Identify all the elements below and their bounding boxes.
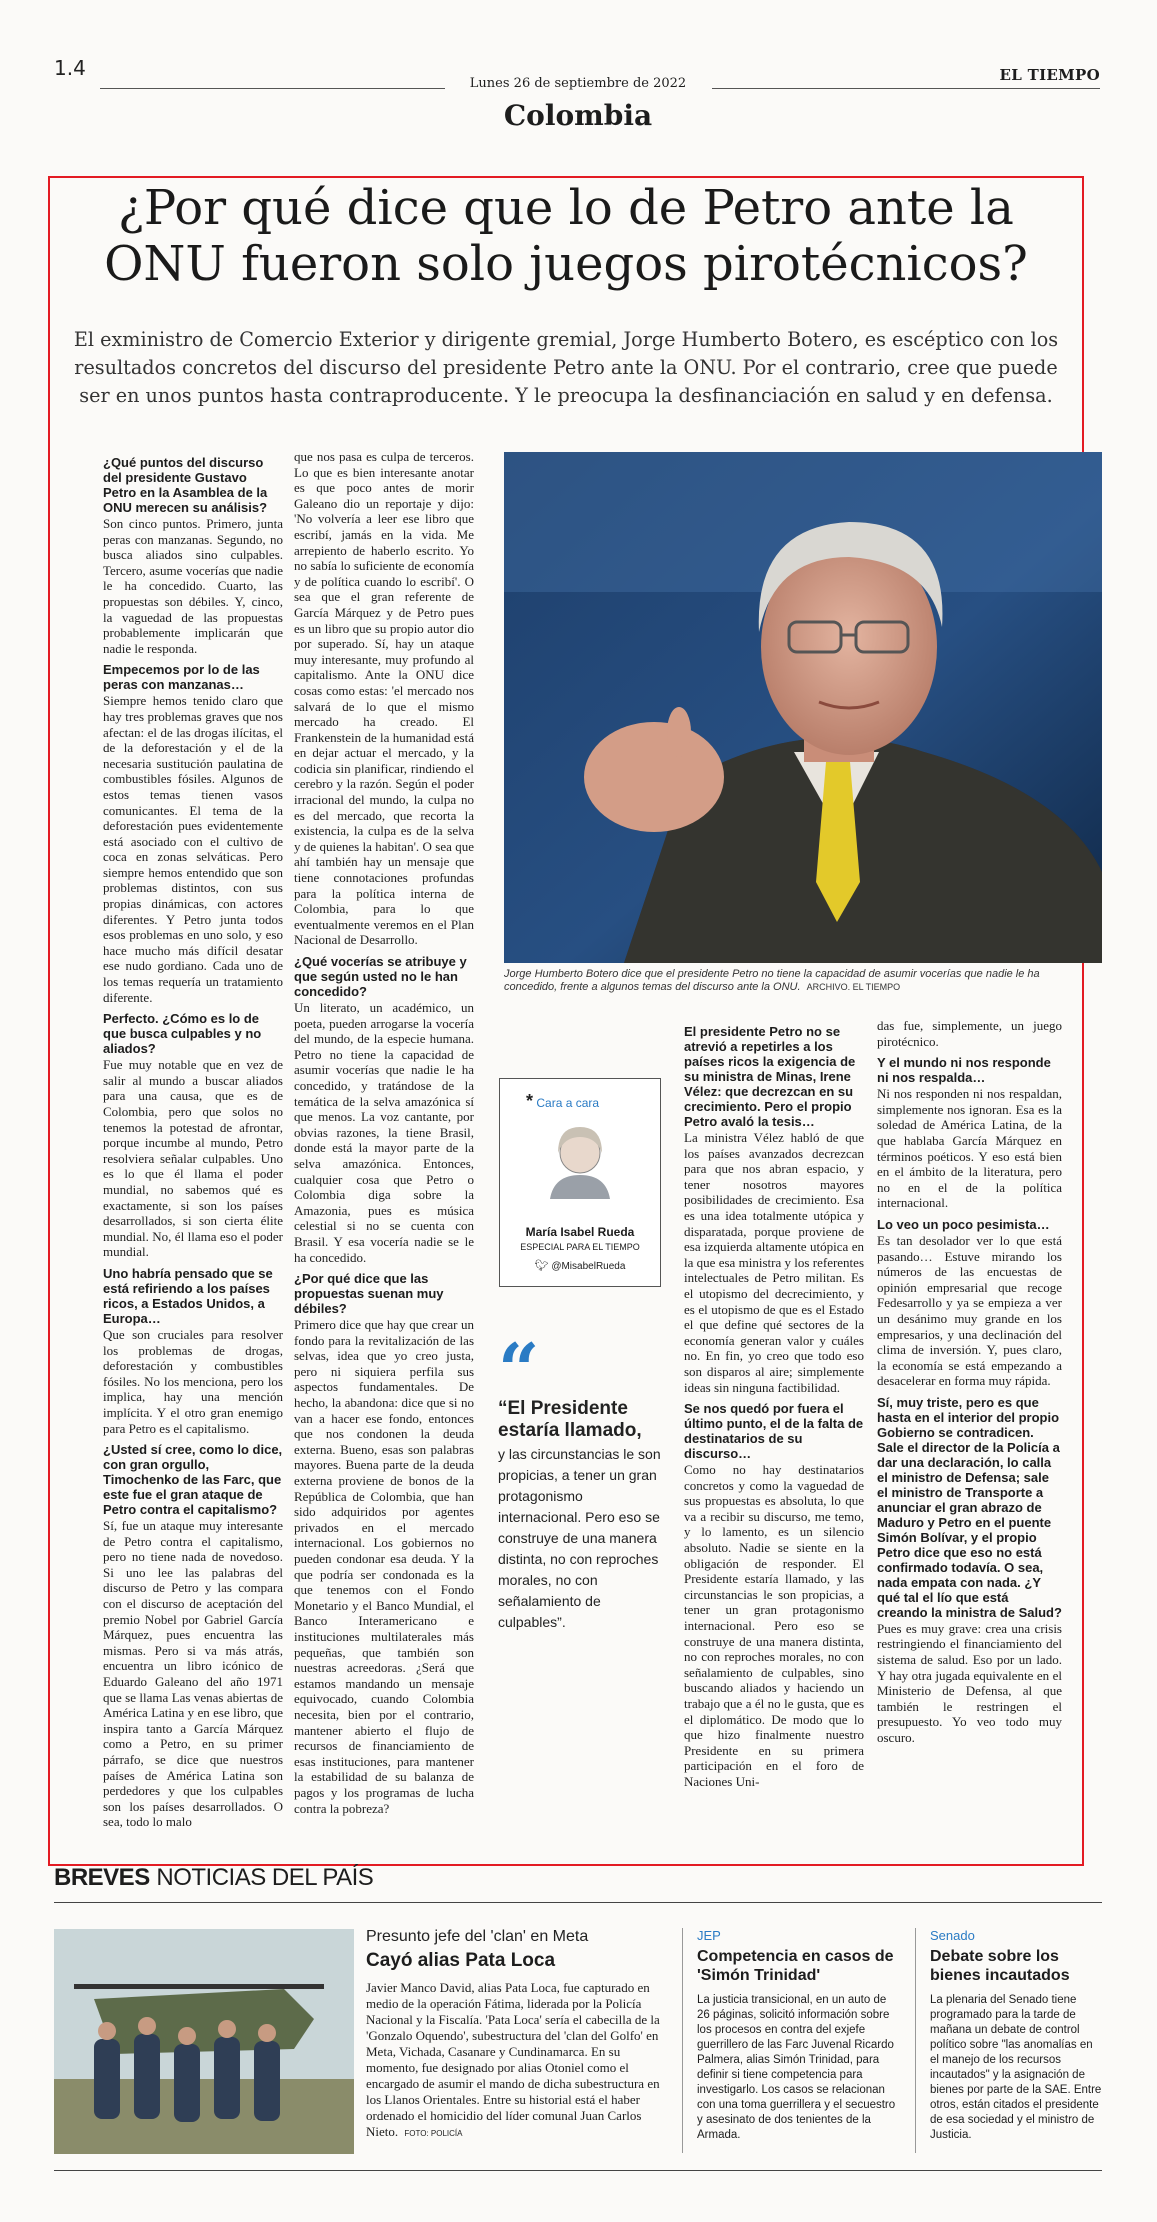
photo-credit: ARCHIVO. EL TIEMPO — [806, 982, 901, 992]
breves-rule — [54, 1902, 1102, 1903]
author-tag-label: Cara a cara — [536, 1096, 600, 1110]
twitter-icon: 🐦︎ — [534, 1260, 549, 1272]
answer-6: Un literato, un académico, un poeta, pueden arrogarse la vocería del mundo, de la especie humana. Petro no tiene la capacidad de asumir vocerías que nadie le ha concedido, y tratándose de la temática de la selva amazónica sí que menos. La voz cantante, por obvias razones, la tiene Brasil, donde está la mayor parte de la selva amazónica. Entonces, cualquier cosa que Petro o Colombia diga sobre la Amazonia, pues es música celestial si no se cuenta con Brasil. Y esa vocería nadie se le ha concedido. — [294, 1000, 474, 1265]
breve-3-kicker: Senado — [930, 1928, 975, 1943]
question-3: Perfecto. ¿Cómo es lo de que busca culpables y no aliados? — [103, 1011, 262, 1057]
lead-paragraph — [60, 326, 1072, 410]
page-number: 1.4 — [54, 56, 86, 80]
pull-quote-body: y las circunstancias le son propicias, a tener un gran protagonismo internacional. Pero eso se construye de una manera distinta, no con reproches morales, no con señalamiento de culpables”. — [498, 1446, 661, 1630]
quote-marks-icon: “ — [498, 1327, 540, 1412]
article-column-1 — [103, 449, 283, 1835]
headline-line-2: ONU fueron solo juegos pirotécnicos? — [104, 236, 1028, 292]
answer-10: Ni nos responden ni nos respaldan, simplemente nos ignoran. Esa es la soledad de América Latina, de la que hablaba García Márquez en términos poéticos. Y eso está bien en el ámbito de la literatura, pero no en el de la política internacional. — [877, 1086, 1062, 1211]
article-photo — [504, 452, 1102, 963]
breve-2-body: La justicia transicional, en un auto de 26 páginas, solicitó información sobre los procesos en contra del exjefe guerrillero de las Farc Juvenal Ricardo Palmera, alias Simón Trinidad, para definir si tiene competencia para investigarlo. Los casos se relacionan con una toma guerrillera y el secuestro y asesinato de dos tenientes de la Armada. — [697, 1994, 896, 2141]
breve-1-credit: FOTO: POLICÍA — [404, 2129, 463, 2138]
author-handle — [500, 1259, 660, 1272]
answer-2: Siempre hemos tenido claro que hay tres problemas graves que nos afectan: el de las drogas ilícitas, el de la deforestación y el de la necesaria sustitución paulatina de combustibles fósiles. Algunos de estos temas tienen vasos comunicantes. El tema de la deforestación pues evidentemente está asociado con el cultivo de coca en zonas selváticas. Pero siempre hemos entendido que son problemas distintos, con sus propias dinámicas, con actores diferentes. Y Petro junta todos esos problemas en uno solo, y eso hace mucho más difícil desatar ese nudo gordiano. Cada uno de los temas requería un tratamiento diferente. — [103, 693, 283, 1005]
answer-5: Sí, fue un ataque muy interesante de Petro contra el capitalismo, pero no tiene nada de novedoso. Si uno lee las palabras del discurso de Petro y las compara con el discurso de aceptación del premio Nobel por Gabriel García Márquez, pues encuentra las mismas. Pero si va más atrás, encuentra un libro icónico de Eduardo Galeano del año 1971 que se llama Las venas abiertas de América Latina y en ese libro, que inspira tanto a García Márquez como a Petro, en su primer párrafo, se dice que nuestros países de América Latina son perdedores y que los culpables son los países desarrollados. O sea, todo lo malo — [103, 1518, 283, 1830]
question-10: Y el mundo ni nos responde ni nos respalda… — [877, 1055, 1051, 1086]
issue-date: Lunes 26 de septiembre de 2022 — [469, 76, 687, 91]
question-2: Empecemos por lo de las peras con manzanas… — [103, 662, 260, 693]
section-title: Colombia — [503, 99, 653, 132]
author-role: ESPECIAL PARA EL TIEMPO — [520, 1242, 640, 1252]
article-column-2 — [294, 449, 474, 1835]
question-12: Sí, muy triste, pero es que hasta en el interior del propio Gobierno se contradicen. Sale el director de la Policía a dar una declaración, lo calla el ministro de Defensa; sale el ministro de Transporte a anunciar el gran abrazo de Maduro y Petro en el puente Simón Bolívar, y el propio Petro dice que eso no está confirmado todavía. O sea, nada empata con nada. ¿Y qué tal el lío que está creando la ministra de Salud? — [877, 1394, 1062, 1620]
question-8: El presidente Petro no se atrevió a repetirles a los países ricos la exigencia de su ministra de Minas, Irene Vélez: que decrezcan en su crecimiento. Pero el propio Petro avaló la tesis… — [684, 1024, 856, 1129]
asterisk-icon: * — [526, 1091, 534, 1111]
pull-quote — [498, 1398, 668, 1633]
breves-header — [54, 1864, 373, 1892]
answer-8: La ministra Vélez habló de que los países avanzados decrezcan para que nos abran espacio, y tener nosotros mayores posibilidades de crecimiento. Esa es una idea totalmente utópica y disparatada, porque proviene de esa izquierda altamente utópica en la que esa ministra y los referentes intelectuales de Petro militan. Es el utopismo del decrecimiento, y es el utopismo de que es el Estado el que define qué sectores de la economía generan valor y cuáles no. En fin, yo creo que todo eso son disparos al aire; simplemente ideas sin ninguna factibilidad. — [684, 1130, 864, 1395]
author-handle-text: @MisabelRueda — [551, 1261, 626, 1272]
headline — [60, 180, 1072, 292]
lead-line-2: resultados concretos del discurso del presidente Petro ante la ONU. Por el contrario, cree que puede — [74, 356, 1058, 379]
breves-sublabel: NOTICIAS DEL PAÍS — [156, 1864, 374, 1891]
bottom-rule — [54, 2170, 1102, 2171]
breve-2-kicker: JEP — [697, 1928, 721, 1943]
question-1: ¿Qué puntos del discurso del presidente Gustavo Petro en la Asamblea de la ONU merecen su análisis? — [103, 455, 268, 515]
breve-3-title: Debate sobre los bienes incautados — [930, 1948, 1070, 1984]
question-4: Uno habría pensado que se está refiriendo a los países ricos, a Estados Unidos, a Europa… — [103, 1265, 273, 1326]
portrait-illustration — [504, 452, 1102, 963]
breves-label: BREVES — [54, 1864, 150, 1891]
breve-1-kicker: Presunto jefe del 'clan' en Meta — [366, 1928, 589, 1945]
answer-12: Pues es muy grave: crea una crisis restringiendo el financiamiento del sistema de salud. Eso por un lado. Y hay otra jugada equivalente en el Ministerio de Defensa, al que también le restringen el presupuesto. Yo veo todo muy oscuro. — [877, 1620, 1062, 1746]
breve-2 — [697, 1928, 897, 2143]
pull-quote-lead: “El Presidente estaría llamado, — [498, 1398, 642, 1441]
breve-1-body-wrap — [366, 1980, 666, 2142]
author-box — [499, 1078, 661, 1287]
breve-1 — [366, 1928, 666, 2142]
question-7: ¿Por qué dice que las propuestas suenan muy débiles? — [294, 1271, 444, 1317]
lead-line-1: El exministro de Comercio Exterior y dirigente gremial, Jorge Humberto Botero, es escéptico con los — [73, 328, 1059, 351]
answer-9-continued: das fue, simplemente, un juego pirotécnico. — [877, 1018, 1062, 1049]
photo-caption — [504, 968, 1044, 994]
author-avatar — [544, 1119, 616, 1199]
brand-name: EL TIEMPO — [999, 66, 1100, 84]
article-column-4 — [877, 1018, 1062, 1835]
question-11: Lo veo un poco pesimista… — [877, 1216, 1050, 1232]
breve-2-title: Competencia en casos de 'Simón Trinidad' — [697, 1948, 894, 1984]
header-rule-left — [100, 88, 445, 89]
author-tag — [526, 1091, 599, 1112]
article-column-3 — [684, 1018, 864, 1835]
breve-divider-1 — [682, 1928, 683, 2153]
question-5: ¿Usted sí cree, como lo dice, con gran orgullo, Timochenko de las Farc, que este fue el gran ataque de Petro contra el capitalismo? — [103, 1442, 283, 1518]
author-name: María Isabel Rueda — [525, 1225, 635, 1239]
breve-1-title: Cayó alias Pata Loca — [366, 1950, 556, 1971]
answer-4: Que son cruciales para resolver los problemas de drogas, deforestación y combustibles fósiles. No los menciona, pero los implica, hay una mención implícita. Y el otro gran enemigo para Petro es el capitalismo. — [103, 1326, 283, 1436]
headline-line-1: ¿Por qué dice que lo de Petro ante la — [118, 180, 1014, 236]
header-rule-right — [712, 88, 1100, 89]
breve-1-body: Javier Manco David, alias Pata Loca, fue capturado en medio de la operación Fátima, liderada por la Policía Nacional y la Fiscalía. 'Pata Loca' sería el cabecilla de la 'Gonzalo Oquendo', subestructura del 'clan del Golfo' en Meta, Vichada, Casanare y Cundinamarca. En su momento, fue designado por alias Otoniel como el encargado de asumir el mando de dicha subestructura en los Llanos Orientales. Entre su historial está el haber ordenado el homicidio del líder comunal Juan Carlos Nieto. — [366, 1980, 660, 2139]
answer-1: Son cinco puntos. Primero, junta peras con manzanas. Segundo, no busca aliados sino culpables. Tercero, asume vocerías que nadie le ha concedido. Cuarto, las propuestas son débiles. Y, cinco, la vaguedad de las propuestas probablemente implicarán que nadie le responda. — [103, 516, 283, 656]
breve-3-body: La plenaria del Senado tiene programado para la tarde de mañana un debate de control político sobre "las anomalías en el manejo de los recursos incautados" y la asignación de bienes por parte de la SAE. Entre otros, están citados el presidente de esa sociedad y el ministro de Justicia. — [930, 1994, 1102, 2141]
breve-3 — [930, 1928, 1102, 2143]
breve-divider-2 — [915, 1928, 916, 2153]
breve-1-photo — [54, 1929, 354, 2154]
question-6: ¿Qué vocerías se atribuye y que según usted no le han concedido? — [294, 954, 467, 999]
lead-line-3: ser en unos puntos hasta contraproducente. Y le preocupa la desfinanciación en salud y en defensa. — [79, 384, 1053, 407]
answer-7: Primero dice que hay que crear un fondo para la revitalización de las selvas, idea que yo creo justa, pero ni siquiera perfila sus aspectos fundamentales. De hecho, la abandona: dice que si no van a hacer ese fondo, entonces que nos condonen la deuda externa. Bueno, esas son palabras mayores. Buena parte de la deuda externa proviene de bonos de la República de Colombia, que han sido adquiridos por agentes privados en el mercado internacional. Los gobiernos no pueden condonar esa deuda. Y la que podría ser condonada es la que tenemos con el Fondo Monetario y el Banco Mundial, el Banco Interamericano e instituciones multilaterales más pequeñas, que también son nuestras acreedoras. ¿Será que estamos mandando un mensaje equivocado, cuando Colombia necesita, bien por el contrario, mantener abierto el flujo de recursos de financiamiento de esas instituciones, para mantener la estabilidad de su balanza de pagos y los programas de lucha contra la pobreza? — [294, 1317, 474, 1816]
question-9: Se nos quedó por fuera el último punto, el de la falta de destinatarios de su discurso… — [684, 1401, 864, 1462]
answer-3: Fue muy notable que en vez de salir al mundo a buscar aliados para una causa, que es de Colombia, pero que solos no tenemos la potestad de afrontar, porque incumbe al mundo, Petro resolviera señalar culpables. Uno es lo que él llama el poder mundial, no sabemos qué es exactamente, si son los países desarrollados, si son cierta élite mundial. No, él llama eso el poder mundial. — [103, 1057, 283, 1260]
answer-9: Como no hay destinatarios concretos y como la vaguedad de sus propuestas es absoluta, lo que va a recibir su discurso, me temo, y lo lamento, es un silencio absoluto. Nadie se siente en la obligación de responder. El Presidente estaría llamado, y las circunstancias le son propicias, a tener un gran protagonismo internacional. Pero eso se construye de una manera distinta, no con reproches morales, no con señalamiento de culpables, sino buscando aliados y haciendo un trabajo que a él no le gusta, que es el diplomático. De modo que lo que hizo finalmente nuestro Presidente en su primera participación en el foro de Naciones Uni- — [684, 1462, 864, 1789]
photo-caption-text: Jorge Humberto Botero dice que el presidente Petro no tiene la capacidad de asumir vocerías que nadie le ha concedido, frente a algunos temas del discurso ante la ONU. — [504, 968, 1040, 993]
answer-5-continued: que nos pasa es culpa de terceros. Lo que es bien interesante anotar es que poco antes de morir Galeano dio un reportaje y dijo: 'No volvería a leer ese libro que escribí, jamás en la vida. Me arrepiento de haberlo escrito. Yo no sabía lo suficiente de economía y de política cuando lo escribí'. O sea que el gran referente de García Márquez y de Petro pues es un libro que su propio autor dio por superado. Sí, hay un ataque muy interesante, muy profundo al capitalismo. Ante la ONU dice cosas como estas: 'el mercado nos salvará de lo que el mismo mercado ha creado. El Frankenstein de la humanidad está en dejar actuar el mercado, y la codicia sin planificar, rindiendo el cerebro y la razón. Según el poder irracional del mundo, la culpa no es del mercado, que recorta la existencia, la culpa es de la selva y de quienes la habitan'. O sea que ahí también hay un mensaje que tiene connotaciones profundas para la política interna de Colombia, para lo que eventualmente veremos en el Plan Nacional de Desarrollo. — [294, 449, 474, 948]
answer-11: Es tan desolador ver lo que está pasando… Estuve mirando los números de las encuestas de opinión empresarial que recoge Fedesarrollo y ya se empieza a ver un desánimo muy grande en los empresarios, y una declinación del clima de inversión. Y, pues claro, la economía se está empezando a desacelerar en forma muy rápida. — [877, 1232, 1062, 1389]
